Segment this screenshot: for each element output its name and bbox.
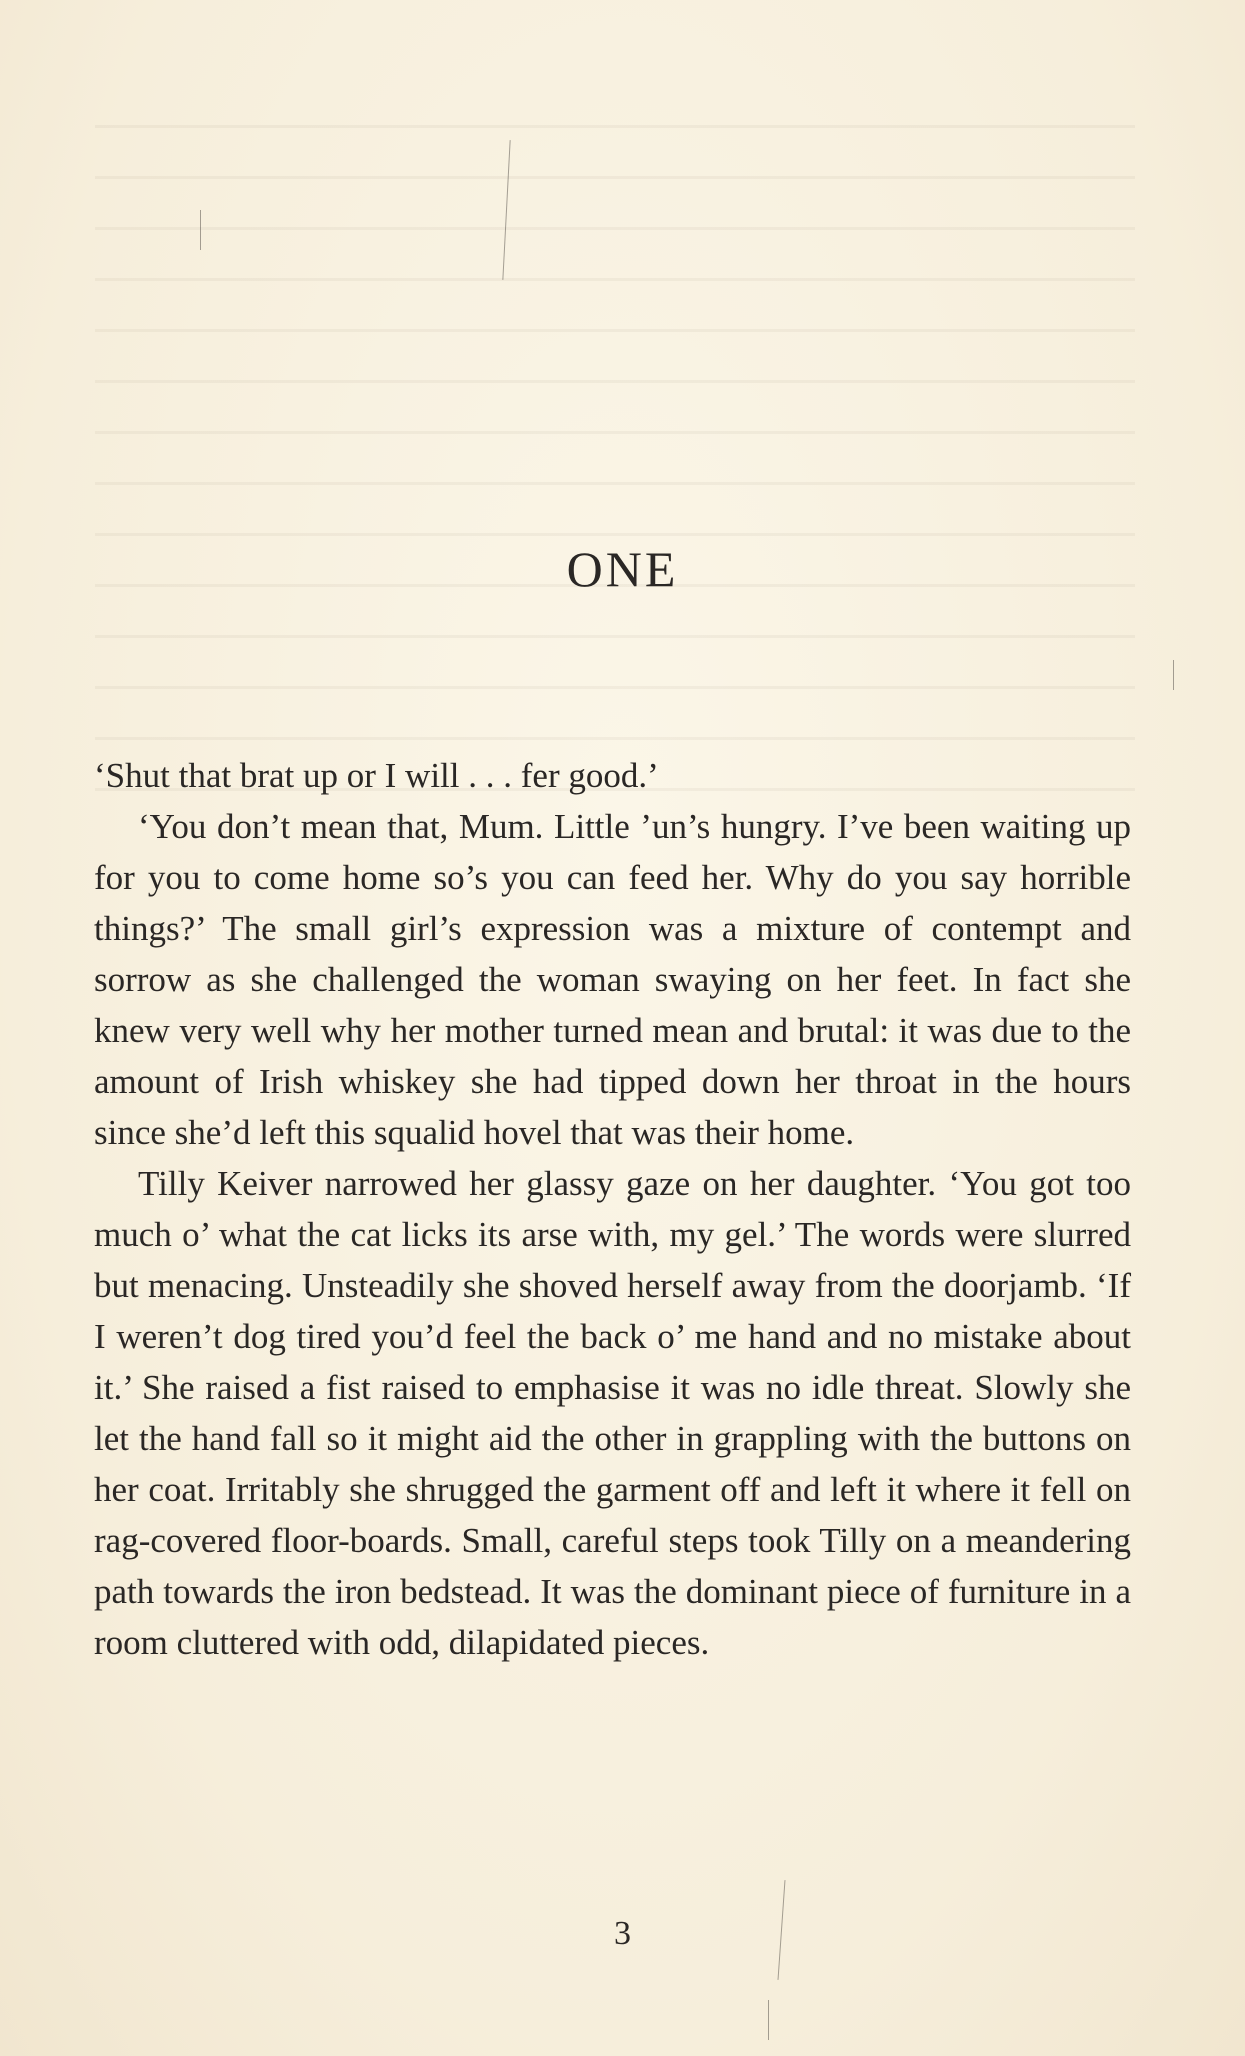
chapter-title: ONE [566, 541, 679, 597]
paper-crease [1173, 660, 1174, 690]
chapter-body [94, 750, 1131, 1668]
show-through-text [95, 95, 1135, 795]
paper-crease [768, 2000, 769, 2040]
paragraph: ‘You don’t mean that, Mum. Little ’un’s hungry. I’ve been waiting up for you to come home so’s you can feed her. Why do you say horrible things?’ The small girl’s expression was a mixture of contempt and sorrow as she challenged the woman swaying on her feet. In fact she knew very well why her mother turned mean and brutal: it was due to the amount of Irish whiskey she had tipped down her throat in the hours since she’d left this squalid hovel that was their home. [94, 807, 1131, 1152]
paragraph: Tilly Keiver narrowed her glassy gaze on her daughter. ‘You got too much o’ what the cat licks its arse with, my gel.’ The words were slurred but menacing. Unsteadily she shoved herself away from the doorjamb. ‘If I weren’t dog tired you’d feel the back o’ me hand and no mistake about it.’ She raised a fist raised to emphasise it was no idle threat. Slowly she let the hand fall so it might aid the other in grappling with the buttons on her coat. Irritably she shrugged the garment off and left it where it fell on rag-covered floor-boards. Small, careful steps took Tilly on a meandering path towards the iron bedstead. It was the dominant piece of furniture in a room cluttered with odd, dilapidated pieces. [94, 1164, 1131, 1662]
page-number: 3 [614, 1915, 631, 1952]
paragraph: ‘Shut that brat up or I will . . . fer good.’ [94, 756, 659, 795]
paper-crease [200, 210, 201, 250]
